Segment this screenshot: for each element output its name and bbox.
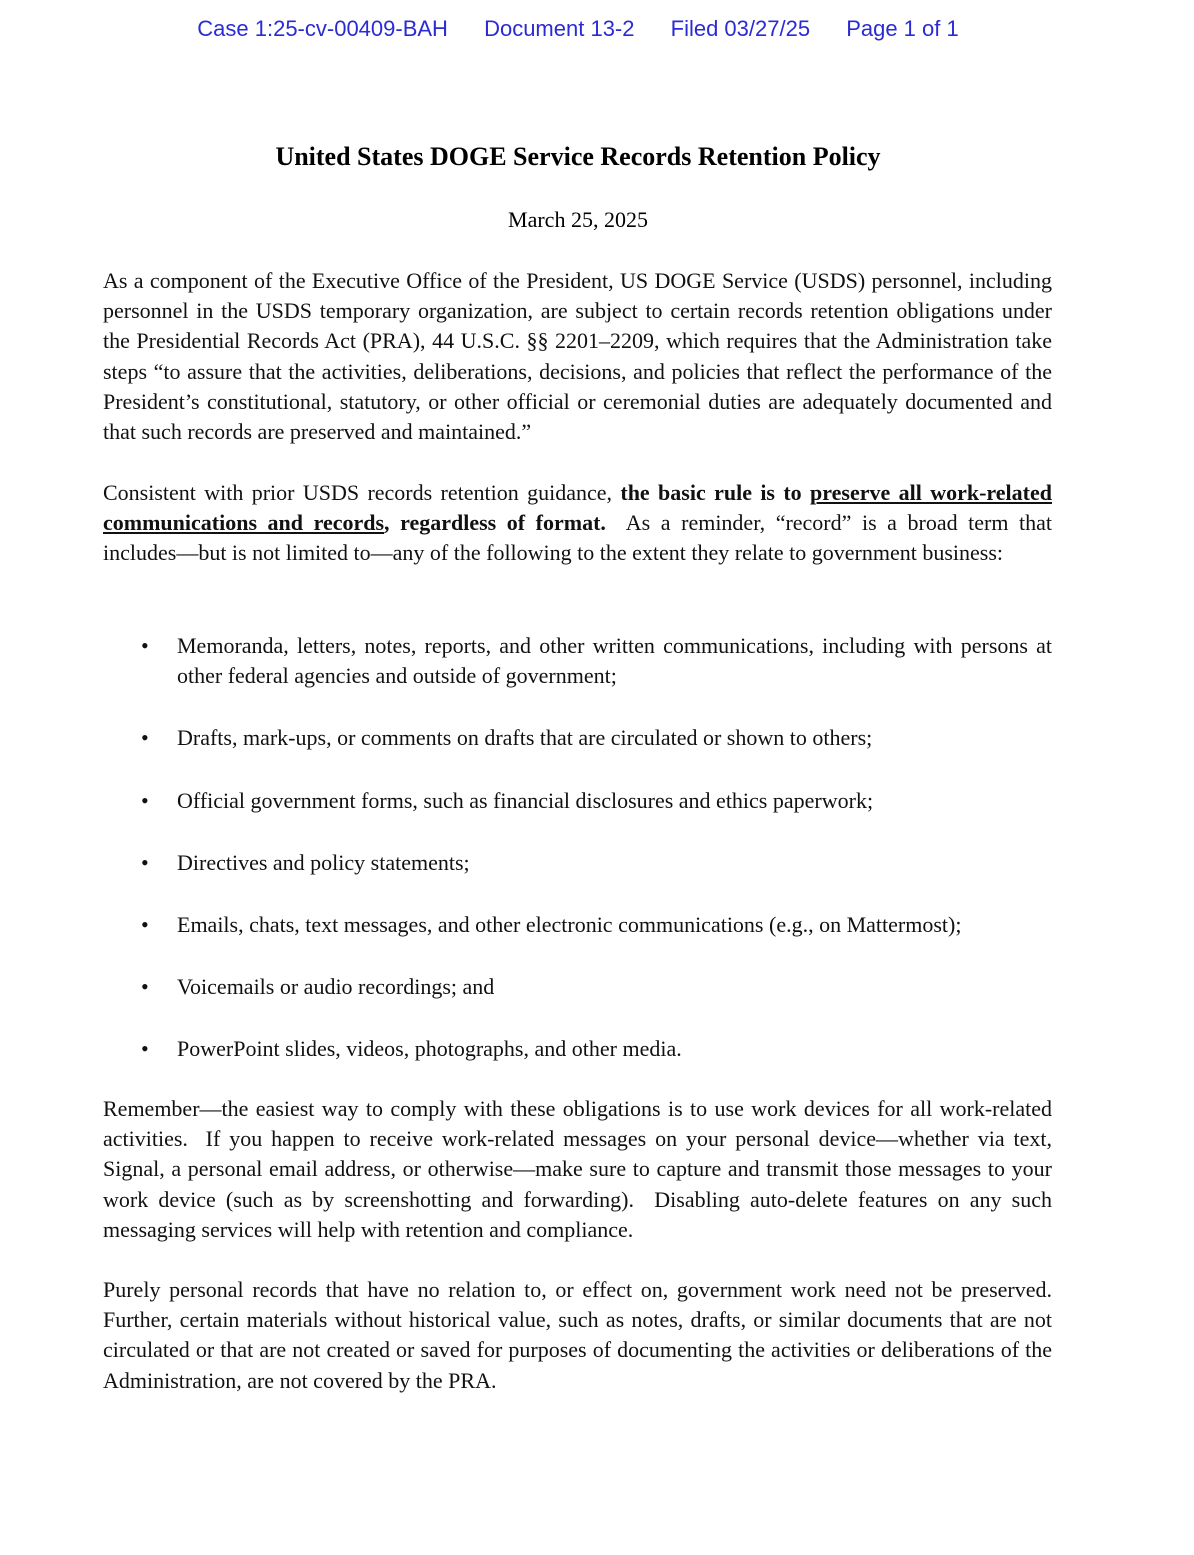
filed-date: Filed 03/27/25 [670,16,811,41]
document-title: United States DOGE Service Records Retention Policy [275,142,881,171]
bullet-icon: • [141,787,149,813]
list-item: • Directives and policy statements; [103,848,1052,878]
case-header [0,16,1156,42]
paragraph-basic-rule [103,478,1058,569]
bullet-icon: • [141,912,149,938]
bullet-icon: • [141,974,149,1000]
basic-rule-bold: the basic rule is to [620,480,811,505]
records-list [103,631,1052,1097]
list-item: • Official government forms, such as financial disclosures and ethics paperwork; [103,786,1052,816]
bullet-icon: • [141,725,149,751]
basic-rule-tail: , regardless of format. [384,510,606,536]
basic-rule-underlined: preserve all work-related communications and records [103,480,1052,536]
bullet-icon: • [141,1036,149,1062]
page-number: Page 1 of 1 [846,16,959,41]
paragraph-intro: As a component of the Executive Office of the President, US DOGE Service (USDS) personnel, including personnel in the USDS temporary organization, are subject to certain records retention obligations under the Presidential Records Act (PRA), 44 U.S.C. §§ 2201–2209, which requires that the Administration take steps “to assure that the activities, deliberations, decisions, and policies that reflect the performance of the President’s constitutional, statutory, or other official or ceremonial duties are adequately documented and that such records are preserved and maintained.” [103,268,1052,445]
list-item: • PowerPoint slides, videos, photographs, and other media. [103,1034,1052,1064]
list-item: • Memoranda, letters, notes, reports, and other written communications, including with persons at other federal agencies and outside of government; [141,633,1052,689]
paragraph-lead: Consistent with prior USDS records retention guidance, [103,480,621,505]
document-number: Document 13-2 [484,16,635,41]
bullet-icon: • [141,849,149,875]
case-number: Case 1:25-cv-00409-BAH [197,16,448,41]
list-item: • Voicemails or audio recordings; and [103,972,1052,1002]
list-item: • Emails, chats, text messages, and other electronic communications (e.g., on Mattermost); [103,910,1052,940]
list-item: • Drafts, mark-ups, or comments on drafts that are circulated or shown to others; [103,723,1052,753]
paragraph-personal-records: Purely personal records that have no relation to, or effect on, government work need not be preserved. Further, certain materials without historical value, such as notes, drafts, or similar documents that are not circulated or that are not created or saved for purposes of documenting the activities or deliberations of the Administration, are not covered by the PRA. [103,1277,1063,1393]
document-date: March 25, 2025 [508,207,648,232]
paragraph-personal-devices: Remember—the easiest way to comply with these obligations is to use work devices for all work-related activities. If you happen to receive work-related messages on your personal device—whether via text, Signal, a personal email address, or otherwise—make sure to capture and transmit those messages to your work device (such as by screenshotting and forwarding). Disabling auto-delete features on any such messaging services will help with retention and compliance. [103,1096,1058,1242]
paragraph-rest: As a reminder, “record” is a broad term that includes—but is not limited to—any of the following to the extent they relate to government business: [103,510,1058,566]
bullet-icon: • [141,633,149,658]
